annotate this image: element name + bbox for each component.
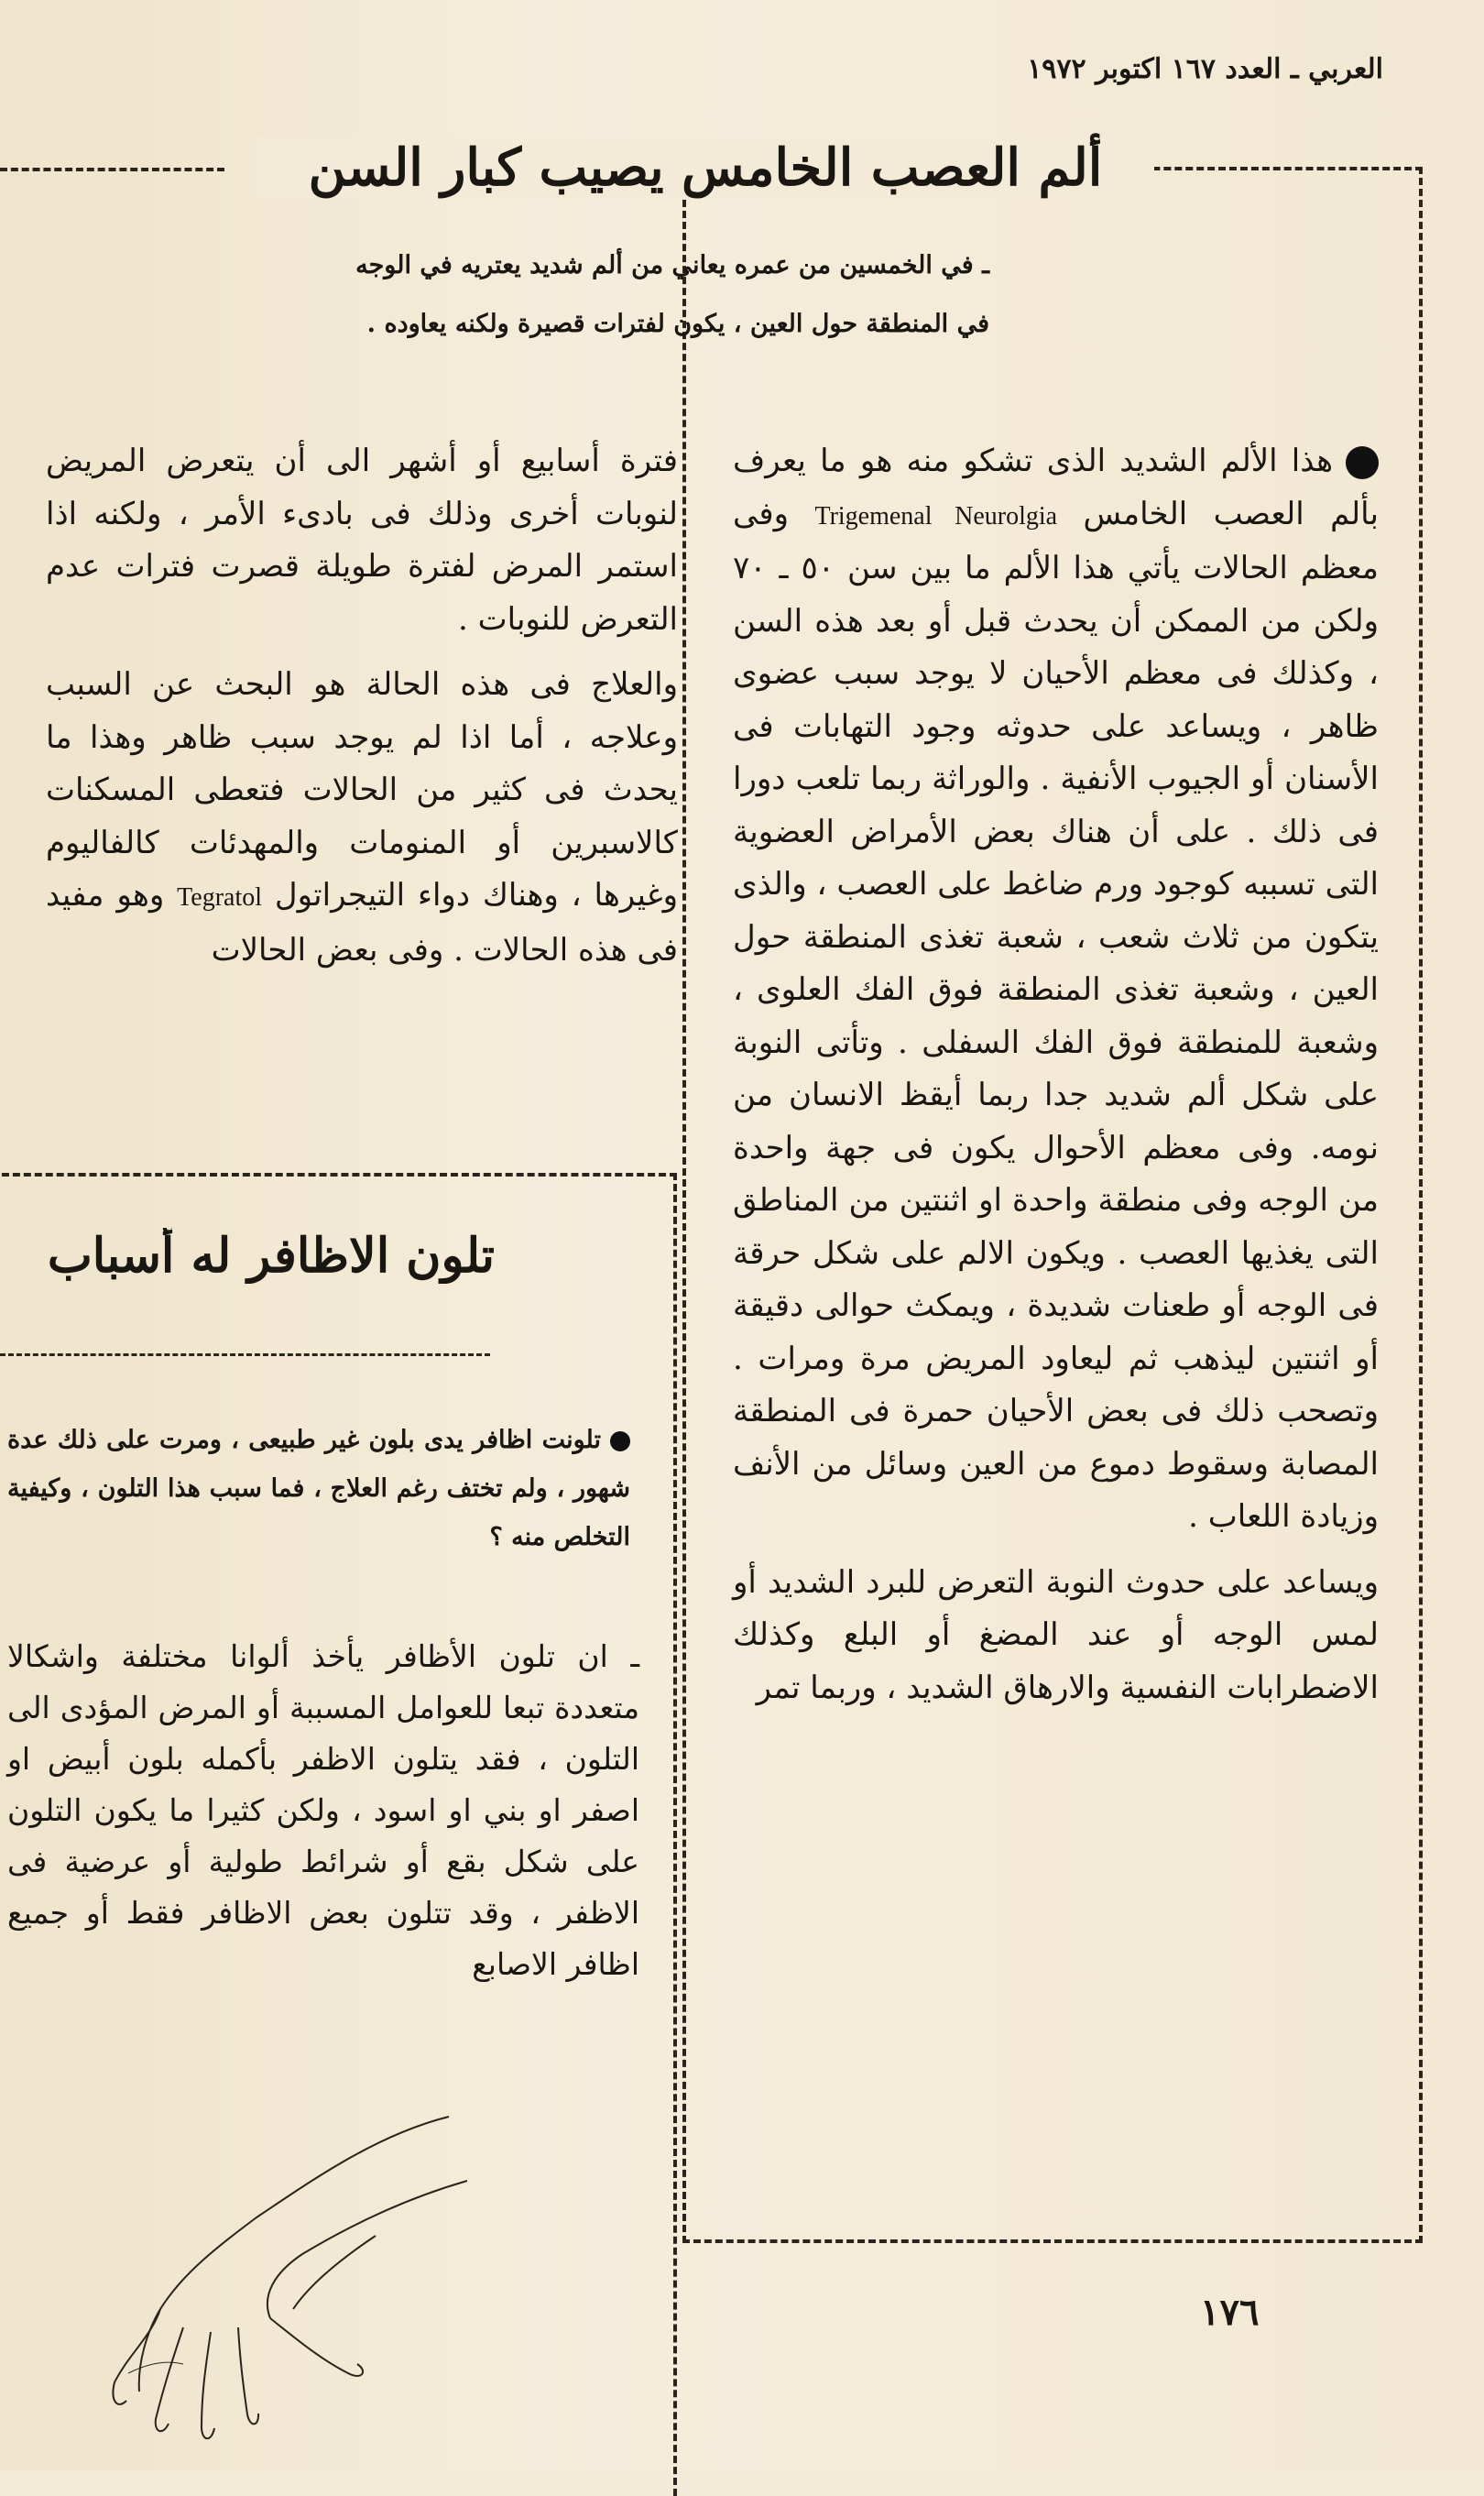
question-line: في المنطقة حول العين ، يكون لفترات قصيرة ولكنه يعاوده . — [366, 310, 989, 338]
divider-line — [0, 1353, 490, 1356]
left-column — [46, 435, 678, 990]
latin-term: Trigemenal Neurolgia — [814, 501, 1058, 531]
sidebar-title: تلون الاظافر له أسباب — [47, 1228, 495, 1284]
article-title: ألم العصب الخامس يصيب كبار السن — [256, 137, 1154, 198]
paragraph: ويساعد على حدوث النوبة التعرض للبرد الشديد أو لمس الوجه أو عند المضغ أو البلع وكذلك الاضطرابات النفسية والارهاق الشديد ، وربما تمر — [733, 1563, 1379, 1706]
bullet-icon — [1346, 446, 1379, 479]
paragraph: فترة أسابيع أو أشهر الى أن يتعرض المريض لنوبات أخرى وذلك فى بادىء الأمر ، ولكنه اذا استمر المرض لفترة طويلة قصرت فترات عدم التعرض للنوبات . — [46, 443, 678, 638]
sidebar-question: تلونت اظافر يدى بلون غير طبيعى ، ومرت على ذلك عدة شهور ، ولم تختف رغم العلاج ، فما سبب هذا التلون ، وكيفية التخلص منه ؟ — [7, 1426, 630, 1551]
paragraph: هذا الألم الشديد الذى تشكو منه هو ما يعرف بألم العصب الخامس Trigemenal Neurolgia وفى معظم الحالات يأتي هذا الألم ما بين سن ٥٠ ـ ٧٠ ولكن من الممكن أن يحدث قبل أو بعد هذه السن ، وكذلك فى معظم الأحيان لا يوجد سبب عضوى ظاهر ، ويساعد على حدوثه وجود التهابات فى الأسنان أو الجيوب الأنفية . والوراثة ربما تلعب دورا فى ذلك . على أن هناك بعض الأمراض العضوية التى تسببه كوجود ورم ضاغط على العصب ، والذى يتكون من ثلاث شعب ، شعبة تغذى المنطقة حول العين ، وشعبة تغذى المنطقة فوق الفك العلوى ، وشعبة للمنطقة فوق الفك السفلى . وتأتى النوبة على شكل ألم شديد جدا ربما أيقظ الانسان من نومه. وفى معظم الأحوال يكون فى جهة واحدة من الوجه وفى منطقة واحدة او اثنتين من المناطق التى يغذيها العصب . ويكون الالم على شكل حرقة فى الوجه أو طعنات شديدة ، ويمكث حوالى دقيقة أو اثنتين ليذهب ثم ليعاود المريض مرة ومرات . وتصحب ذلك فى بعض الأحيان حمرة فى المنطقة المصابة وسقوط دموع من العين وسائل من الأنف وزيادة اللعاب . — [733, 443, 1379, 1535]
bullet-icon — [610, 1431, 630, 1451]
right-column — [733, 435, 1379, 1727]
reader-question — [183, 236, 989, 354]
latin-term: Tegratol — [177, 883, 263, 912]
page-number: ١٧٦ — [1200, 2291, 1260, 2334]
sidebar-answer: ـ ان تلون الأظافر يأخذ ألوانا مختلفة واشكالا متعددة تبعا للعوامل المسببة أو المرض المؤدى الى التلون ، فقد يتلون الاظفر بأكمله بلون أبيض او اصفر او بني او اسود ، ولكن كثيرا ما يكون التلون على شكل بقع أو شرائط طولية أو عرضية فى الاظفر ، وقد تتلون بعض الاظافر فقط أو جميع اظافر الاصابع — [7, 1638, 639, 1982]
divider-line — [0, 168, 224, 171]
running-head: العربي ـ العدد ١٦٧ اكتوبر ١٩٧٢ — [1027, 53, 1383, 85]
hands-illustration — [73, 2098, 467, 2465]
paragraph: والعلاج فى هذه الحالة هو البحث عن السبب وعلاجه ، أما اذا لم يوجد سبب ظاهر وهذا ما يحدث فى كثير من الحالات فتعطى المسكنات كالاسبرين أو المنومات والمهدئات كالفاليوم وغيرها ، وهناك دواء التيجراتول Tegratol وهو مفيد فى هذه الحالات . وفى بعض الحالات — [46, 666, 678, 969]
question-line: ـ في الخمسين من عمره يعاني من ألم شديد يعتريه في الوجه — [355, 251, 989, 279]
